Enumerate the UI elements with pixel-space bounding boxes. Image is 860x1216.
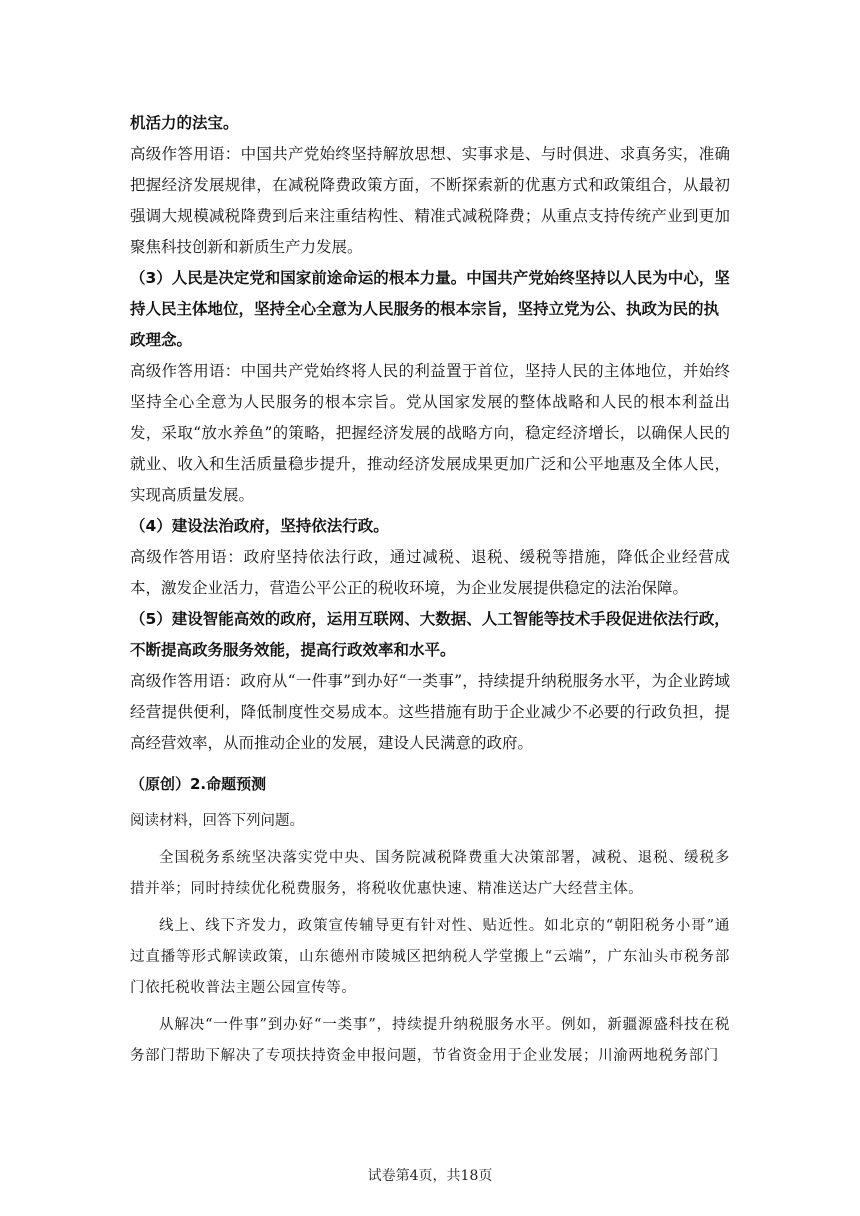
- instruction-text: 阅读材料，回答下列问题。: [130, 813, 304, 829]
- point-3-heading: （3）人民是决定党和国家前途命运的根本力量。中国共产党始终坚持以人民为中心，坚持人民主体地位，坚持全心全意为人民服务的根本宗旨，坚持立党为公、执政为民的执政理念。: [130, 269, 730, 349]
- point-4-heading: （4）建设法治政府，坚持依法行政。: [130, 517, 389, 535]
- material-paragraph: 全国税务系统坚决落实党中央、国务院减税降费重大决策部署，减税、退税、缓税多措并举；同时持续优化税费服务，将税收优惠快速、精准送达广大经营主体。: [130, 850, 730, 897]
- material-paragraph: 线上、线下齐发力，政策宣传辅导更有针对性、贴近性。如北京的“朝阳税务小哥”通过直播等形式解读政策，山东德州市陵城区把纳税人学堂搬上“云端”，广东汕头市税务部门依托税收普法主题公园宣传等。: [130, 918, 730, 996]
- answer-paragraph: 高级作答用语：中国共产党始终坚持解放思想、实事求是、与时俱进、求真务实，准确把握经济发展规律，在减税降费政策方面，不断探索新的优惠方式和政策组合，从最初强调大规模减税降费到后来注重结构性、精准式减税降费；从重点支持传统产业到更加聚焦科技创新和新质生产力发展。: [130, 145, 730, 256]
- answer-paragraph: 高级作答用语：政府从“一件事”到办好“一类事”，持续提升纳税服务水平，为企业跨域经营提供便利，降低制度性交易成本。这些措施有助于企业减少不必要的行政负担，提高经营效率，从而推动企业的发展，建设人民满意的政府。: [130, 672, 730, 752]
- page-content: [130, 108, 730, 1072]
- answer-paragraph: 高级作答用语：中国共产党始终将人民的利益置于首位，坚持人民的主体地位，并始终坚持全心全意为人民服务的根本宗旨。党从国家发展的整体战略和人民的根本利益出发，采取“放水养鱼”的策略，把握经济发展的战略方向，稳定经济增长，以确保人民的就业、收入和生活质量稳步提升，推动经济发展成果更加广泛和公平地惠及全体人民，实现高质量发展。: [130, 362, 730, 504]
- answer-paragraph: 高级作答用语：政府坚持依法行政，通过减税、退税、缓税等措施，降低企业经营成本，激发企业活力，营造公平公正的税收环境，为企业发展提供稳定的法治保障。: [130, 548, 730, 597]
- material-paragraph: 从解决“一件事”到办好“一类事”，持续提升纳税服务水平。例如，新疆源盛科技在税务部门帮助下解决了专项扶持资金申报问题，节省资金用于企业发展；川渝两地税务部门: [130, 1017, 730, 1064]
- point-5-heading: （5）建设智能高效的政府，运用互联网、大数据、人工智能等技术手段促进依法行政，不断提高政务服务效能，提高行政效率和水平。: [130, 610, 730, 659]
- page-footer: 试卷第4页，共18页: [367, 1168, 493, 1184]
- section-title: （原创）2.命题预测: [130, 775, 267, 793]
- paragraph-continuation: 机活力的法宝。: [130, 114, 239, 132]
